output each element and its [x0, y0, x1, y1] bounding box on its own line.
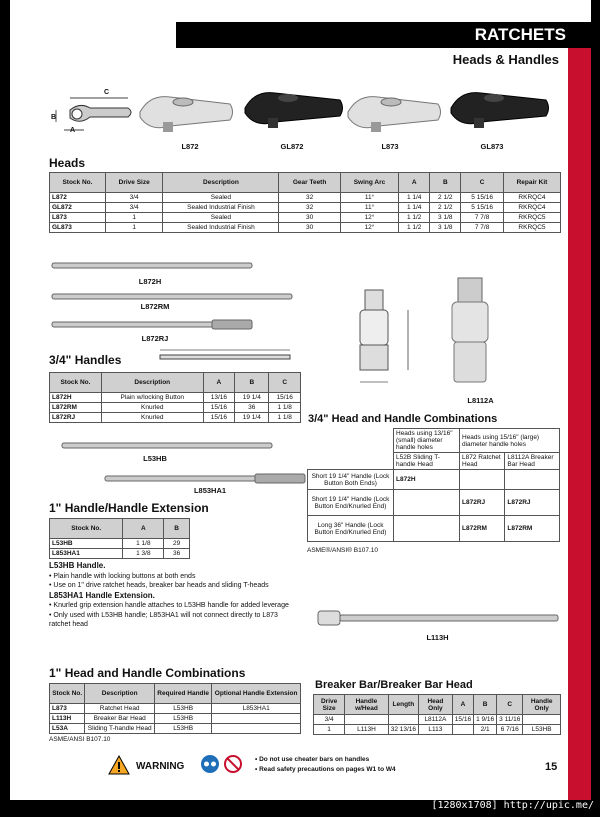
column-header: Stock No.	[50, 173, 106, 193]
table-cell: 36	[235, 403, 269, 413]
table-cell: L872H	[50, 393, 102, 403]
table-cell: 3 1/8	[430, 223, 461, 233]
table-cell: 1 3/8	[123, 549, 164, 559]
table-cell: 3 1/8	[430, 213, 461, 223]
table-cell: 3 11/16	[497, 715, 523, 725]
column-header: Description	[163, 173, 279, 193]
table-cell: 2 1/2	[430, 193, 461, 203]
table-cell: 1 1/2	[399, 213, 430, 223]
column-header: Drive Size	[105, 173, 163, 193]
table-row	[50, 203, 561, 213]
column-header: C	[461, 173, 504, 193]
table-row	[50, 724, 301, 734]
caption-l853ha1: L853HA1	[193, 486, 227, 495]
caption-l872: L872	[181, 142, 199, 151]
page-subtitle: Heads & Handles	[452, 52, 559, 67]
handle-l872h-image	[52, 260, 252, 272]
column-header: Swing Arc	[340, 173, 398, 193]
table-cell	[212, 724, 301, 734]
table-cell: 1 1/2	[399, 223, 430, 233]
column-header: Description	[101, 373, 203, 393]
table-row	[50, 393, 301, 403]
table-cell	[388, 715, 418, 725]
breaker-bar-image	[318, 605, 558, 635]
column-header: A	[452, 695, 473, 715]
combo34-cell	[460, 470, 505, 490]
watermark-text: [1280x1708] http://upic.me/	[431, 800, 594, 811]
warning-item: • Read safety precautions on pages W1 to W4	[255, 765, 396, 775]
breaker-title: Breaker Bar/Breaker Bar Head	[315, 679, 473, 691]
table-cell: GL872	[50, 203, 106, 213]
breaker-table	[313, 694, 561, 735]
handle-l53hb-image	[62, 440, 272, 452]
table-cell: L8112A	[419, 715, 453, 725]
combo1-asme: ASME/ANSI B107.10	[49, 736, 111, 743]
table-cell: L53HB	[154, 724, 211, 734]
column-header: B	[430, 173, 461, 193]
column-header: A	[123, 519, 164, 539]
column-header: Optional Handle Extension	[212, 684, 301, 704]
column-header: Handle w/Head	[345, 695, 389, 715]
table-cell: L113H	[50, 714, 85, 724]
combo34-sub: L872 Ratchet Head	[460, 453, 505, 470]
table-cell: 3/4	[105, 193, 163, 203]
column-header: C	[269, 373, 301, 393]
column-header: Handle Only	[523, 695, 561, 715]
combo34-cell: L872RM	[460, 516, 505, 542]
note-l853ha1-heading: L853HA1 Handle Extension.	[49, 590, 155, 600]
table-cell	[523, 715, 561, 725]
table-cell: 32	[279, 193, 340, 203]
ratchet-head-chrome-image	[135, 92, 235, 137]
table-row	[50, 714, 301, 724]
warning-triangle-icon	[108, 755, 130, 775]
note-l53hb-heading: L53HB Handle.	[49, 561, 106, 570]
caption-l872h: L872H	[138, 277, 162, 286]
safety-glasses-icon	[200, 754, 220, 774]
ratchet-head-black-image	[240, 88, 345, 133]
table-cell: 32 13/16	[388, 725, 418, 735]
heads-title: Heads	[49, 156, 86, 170]
combo34-cell	[394, 516, 460, 542]
table-cell	[452, 725, 473, 735]
table-row	[50, 413, 301, 423]
table-cell: 1	[105, 223, 163, 233]
combo34-row-label: Short 19 1/4" Handle (Lock Button End/Knurled End)	[308, 490, 394, 516]
table-cell: 15/16	[203, 403, 235, 413]
handle-l872rj-image	[52, 318, 252, 332]
handles34-title: 3/4" Handles	[49, 353, 122, 367]
table-cell: L873	[50, 213, 106, 223]
table-cell: 32	[279, 203, 340, 213]
table-cell: 1 9/16	[474, 715, 497, 725]
table-cell: 30	[279, 213, 340, 223]
handles1-table	[49, 518, 190, 559]
table-cell: 19 1/4	[235, 393, 269, 403]
table-cell: 1	[314, 725, 345, 735]
table-row	[50, 539, 190, 549]
handle-notes	[49, 561, 289, 630]
ratchet-head-black-1in-image	[446, 88, 551, 133]
combo1-table	[49, 683, 301, 734]
table-cell: L853HA1	[50, 549, 123, 559]
no-cheater-bar-icon	[223, 754, 243, 774]
combo34-cell	[505, 470, 560, 490]
table-cell: 1	[105, 213, 163, 223]
table-cell: 30	[279, 223, 340, 233]
page-number: 15	[545, 761, 558, 773]
table-cell: L872RM	[50, 403, 102, 413]
table-cell: 15/16	[269, 393, 301, 403]
table-cell: 29	[164, 539, 190, 549]
ratchet-head-chrome-1in-image	[343, 92, 443, 137]
column-header: Repair Kit	[503, 173, 560, 193]
combo34-cell: L872RJ	[460, 490, 505, 516]
handle-dimension-diagram	[150, 348, 300, 366]
table-cell: L113H	[345, 725, 389, 735]
combo34-sub: L52B Sliding T-handle Head	[394, 453, 460, 470]
column-header: Stock No.	[50, 684, 85, 704]
table-cell: Sealed Industrial Finish	[163, 203, 279, 213]
column-header: Description	[85, 684, 155, 704]
table-cell: 1 1/8	[269, 403, 301, 413]
table-cell: Knurled	[101, 413, 203, 423]
table-cell: GL873	[50, 223, 106, 233]
caption-l8112a: L8112A	[467, 396, 494, 405]
note-bullet: • Only used with L53HB handle; L853HA1 will not connect directly to L873 ratchet head	[49, 611, 289, 630]
combo34-cell: L872RM	[505, 516, 560, 542]
combo34-head-small: Heads using 13/16" (small) diameter handle holes	[394, 429, 460, 453]
table-cell: Ratchet Head	[85, 704, 155, 714]
column-header: B	[474, 695, 497, 715]
table-cell: RKRQC4	[503, 193, 560, 203]
heads-table	[49, 172, 561, 233]
warning-list	[255, 755, 396, 775]
table-row	[50, 549, 190, 559]
combo34-cell	[394, 490, 460, 516]
combo34-sub: L8112A Breaker Bar Head	[505, 453, 560, 470]
breaker-head-diagram	[350, 285, 420, 395]
combo34-asme: ASME®/ANSI® B107.10	[307, 547, 378, 554]
table-cell: 7 7/8	[461, 223, 504, 233]
combo34-row-label: Long 36" Handle (Lock Button End/Knurled End)	[308, 516, 394, 542]
handles1-title: 1" Handle/Handle Extension	[49, 501, 209, 515]
table-cell: L872	[50, 193, 106, 203]
column-header: B	[235, 373, 269, 393]
column-header: Required Handle	[154, 684, 211, 704]
combo1-title: 1" Head and Handle Combinations	[49, 666, 246, 680]
combo34-table	[307, 428, 560, 542]
table-cell: Sealed	[163, 193, 279, 203]
table-cell: Sliding T-handle Head	[85, 724, 155, 734]
caption-gl873: GL873	[480, 142, 504, 151]
caption-l873: L873	[381, 142, 399, 151]
table-cell: 2 1/2	[430, 203, 461, 213]
table-cell: L53HB	[523, 725, 561, 735]
page-title: RATCHETS	[474, 25, 566, 44]
dim-a-label: A	[70, 127, 76, 134]
table-cell: L53A	[50, 724, 85, 734]
table-cell: L53HB	[50, 539, 123, 549]
table-cell: RKRQC5	[503, 223, 560, 233]
table-cell: 7 7/8	[461, 213, 504, 223]
combo34-title: 3/4" Head and Handle Combinations	[308, 413, 498, 425]
table-cell: L853HA1	[212, 704, 301, 714]
column-header: C	[497, 695, 523, 715]
column-header: Stock No.	[50, 373, 102, 393]
table-cell: 1 1/8	[123, 539, 164, 549]
table-cell: 11°	[340, 193, 398, 203]
column-header: Drive Size	[314, 695, 345, 715]
handle-l853ha1-image	[105, 473, 305, 485]
column-header: Head Only	[419, 695, 453, 715]
combo34-row-label: Short 19 1/4" Handle (Lock Button Both Ends)	[308, 470, 394, 490]
table-cell: 36	[164, 549, 190, 559]
table-cell: 6 7/16	[497, 725, 523, 735]
breaker-head-photo	[440, 278, 510, 388]
table-row	[50, 223, 561, 233]
table-cell: 15/16	[203, 413, 235, 423]
table-cell: RKRQC4	[503, 203, 560, 213]
table-cell: Sealed Industrial Finish	[163, 223, 279, 233]
red-side-bar	[568, 48, 591, 800]
table-cell	[212, 714, 301, 724]
table-cell: 13/16	[203, 393, 235, 403]
table-cell	[345, 715, 389, 725]
table-cell: 5 15/16	[461, 203, 504, 213]
caption-l53hb: L53HB	[143, 454, 167, 463]
table-cell: RKRQC5	[503, 213, 560, 223]
caption-l113h: L113H	[426, 633, 449, 642]
table-row	[50, 213, 561, 223]
table-row	[50, 403, 301, 413]
note-bullet: • Plain handle with locking buttons at both ends	[49, 572, 289, 582]
warning-item: • Do not use cheater bars on handles	[255, 755, 396, 765]
caption-gl872: GL872	[280, 142, 304, 151]
table-row	[50, 193, 561, 203]
table-cell: 3/4	[105, 203, 163, 213]
table-cell: 19 1/4	[235, 413, 269, 423]
table-cell: 1 1/8	[269, 413, 301, 423]
catalog-page	[10, 0, 591, 800]
ratchet-dimension-diagram	[50, 90, 140, 140]
table-cell: 1 1/4	[399, 193, 430, 203]
table-cell: Breaker Bar Head	[85, 714, 155, 724]
table-cell: Sealed	[163, 213, 279, 223]
combo34-cell: L872RJ	[505, 490, 560, 516]
table-cell: 2/1	[474, 725, 497, 735]
caption-l872rj: L872RJ	[141, 334, 169, 343]
table-cell: L53HB	[154, 714, 211, 724]
warning-label: WARNING	[136, 761, 185, 772]
table-row	[314, 715, 561, 725]
column-header: B	[164, 519, 190, 539]
table-cell: 3/4	[314, 715, 345, 725]
table-cell: 15/16	[452, 715, 473, 725]
column-header: Gear Teeth	[279, 173, 340, 193]
table-cell: Plain w/locking Button	[101, 393, 203, 403]
note-bullet: • Use on 1" drive ratchet heads, breaker bar heads and sliding T-heads	[49, 581, 289, 591]
combo34-head-large: Heads using 15/16" (large) diameter handle holes	[460, 429, 560, 453]
caption-l872rm: L872RM	[140, 302, 170, 311]
dim-c-label: C	[104, 89, 110, 96]
column-header: A	[399, 173, 430, 193]
table-cell: 12°	[340, 223, 398, 233]
table-cell: L872RJ	[50, 413, 102, 423]
table-cell: Knurled	[101, 403, 203, 413]
table-cell: 1 1/4	[399, 203, 430, 213]
column-header: Stock No.	[50, 519, 123, 539]
header-band	[176, 22, 591, 48]
combo34-cell: L872H	[394, 470, 460, 490]
table-cell: L113	[419, 725, 453, 735]
table-cell: L53HB	[154, 704, 211, 714]
note-bullet: • Knurled grip extension handle attaches to L53HB handle for added leverage	[49, 601, 289, 611]
column-header: A	[203, 373, 235, 393]
dim-b-label: B	[51, 114, 57, 121]
column-header: Length	[388, 695, 418, 715]
handles34-table	[49, 372, 301, 423]
table-row	[50, 704, 301, 714]
table-cell: 5 15/16	[461, 193, 504, 203]
table-row	[314, 725, 561, 735]
table-cell: 12°	[340, 213, 398, 223]
table-cell: 11°	[340, 203, 398, 213]
table-cell: L873	[50, 704, 85, 714]
